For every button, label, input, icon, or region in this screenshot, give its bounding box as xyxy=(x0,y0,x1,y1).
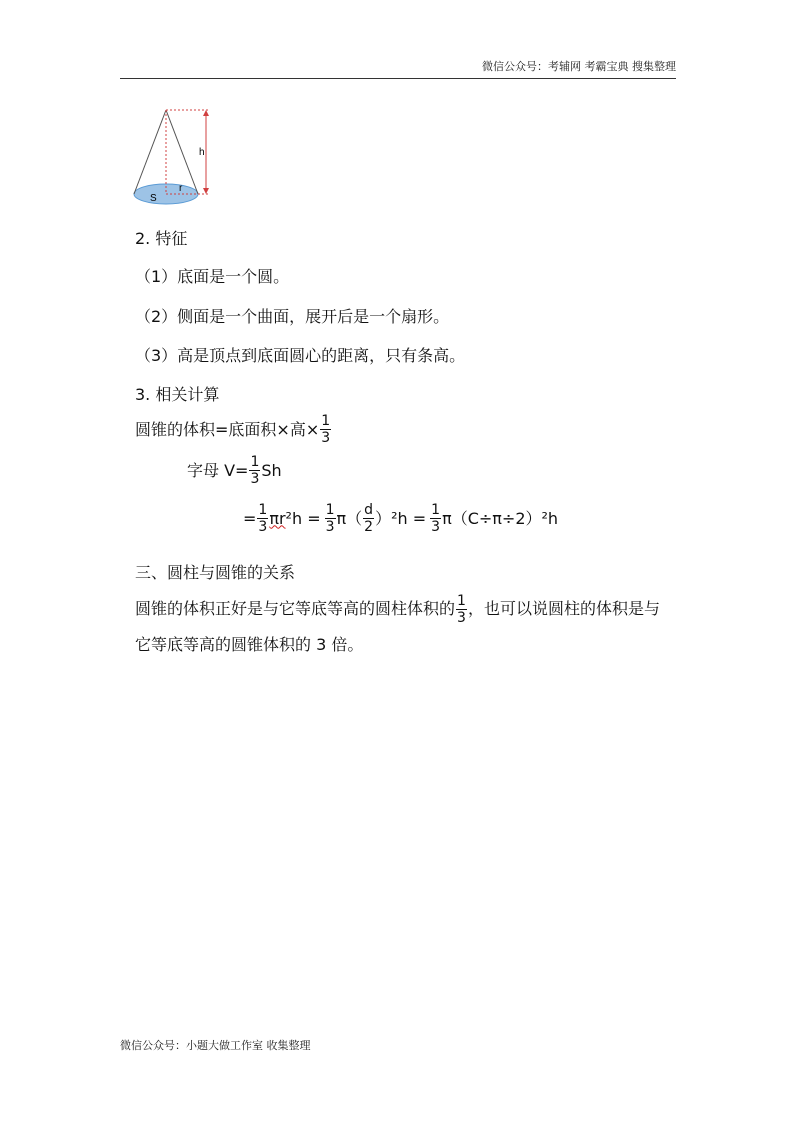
fraction-numerator: 1 xyxy=(325,502,335,518)
paragraph-part-1: 圆锥的体积正好是与它等底等高的圆柱体积的 xyxy=(135,599,456,618)
fraction-denominator: 3 xyxy=(258,519,268,535)
cone-left-edge xyxy=(134,110,166,194)
expanded-formula-line xyxy=(243,503,558,534)
one-third-fraction xyxy=(456,594,467,625)
cone-diagram xyxy=(128,105,228,213)
fraction-denominator: 3 xyxy=(250,471,260,487)
letter-formula-prefix: 字母 V= xyxy=(187,460,249,480)
height-arrow-top xyxy=(203,110,209,116)
height-arrow-bottom xyxy=(203,188,209,194)
page-footer: 微信公众号：小题大做工作室 收集整理 xyxy=(120,1039,311,1052)
letter-formula-suffix: Sh xyxy=(261,460,282,480)
one-third-fraction xyxy=(430,503,441,534)
fraction-denominator: 3 xyxy=(321,430,331,446)
paragraph-part-2: ，也可以说圆柱的体积是与它等底等高的圆锥体积的 3 倍。 xyxy=(135,599,660,654)
page-header: 微信公众号：考辅网 考霸宝典 搜集整理 xyxy=(120,58,676,79)
fraction-denominator: 2 xyxy=(364,519,374,535)
one-third-fraction xyxy=(325,503,336,534)
fraction-denominator: 3 xyxy=(431,519,441,535)
feature-item-3: （3）高是顶点到底面圆心的距离，只有条高。 xyxy=(135,346,466,365)
height-label: h xyxy=(199,147,205,158)
equals-sign: = xyxy=(243,508,257,528)
one-third-fraction xyxy=(320,414,331,445)
pi-open-paren: π（ xyxy=(336,508,363,528)
fraction-denominator: 3 xyxy=(325,519,335,535)
fraction-numerator: 1 xyxy=(431,502,441,518)
fraction-numerator: d xyxy=(364,502,374,518)
cone-right-edge xyxy=(166,110,198,194)
radius-label: r xyxy=(179,183,183,194)
section-three-title: 三、圆柱与圆锥的关系 xyxy=(135,563,296,582)
fraction-numerator: 1 xyxy=(250,454,260,470)
volume-formula-text: 圆锥的体积=底面积×高× xyxy=(135,419,320,439)
section-3-title: 3. 相关计算 xyxy=(135,385,220,404)
base-label: S xyxy=(150,193,157,204)
fraction-denominator: 3 xyxy=(457,610,466,626)
relationship-paragraph xyxy=(135,591,665,663)
r-squared-h: ²h = xyxy=(285,508,321,528)
fraction-numerator: 1 xyxy=(321,413,331,429)
fraction-numerator: 1 xyxy=(457,593,466,609)
d-over-2-fraction xyxy=(363,503,374,534)
feature-item-1: （1）底面是一个圆。 xyxy=(135,267,290,286)
circumference-term: π（C÷π÷2）²h xyxy=(442,508,559,528)
feature-item-2: （2）侧面是一个曲面，展开后是一个扇形。 xyxy=(135,307,450,326)
letter-formula-line xyxy=(187,455,282,486)
pi-r-term: πr xyxy=(269,508,286,528)
fraction-numerator: 1 xyxy=(258,502,268,518)
close-paren-squared-h: ）²h = xyxy=(375,508,427,528)
section-2-title: 2. 特征 xyxy=(135,229,188,248)
one-third-fraction xyxy=(249,455,260,486)
volume-formula-line xyxy=(135,414,332,445)
one-third-fraction xyxy=(257,503,268,534)
